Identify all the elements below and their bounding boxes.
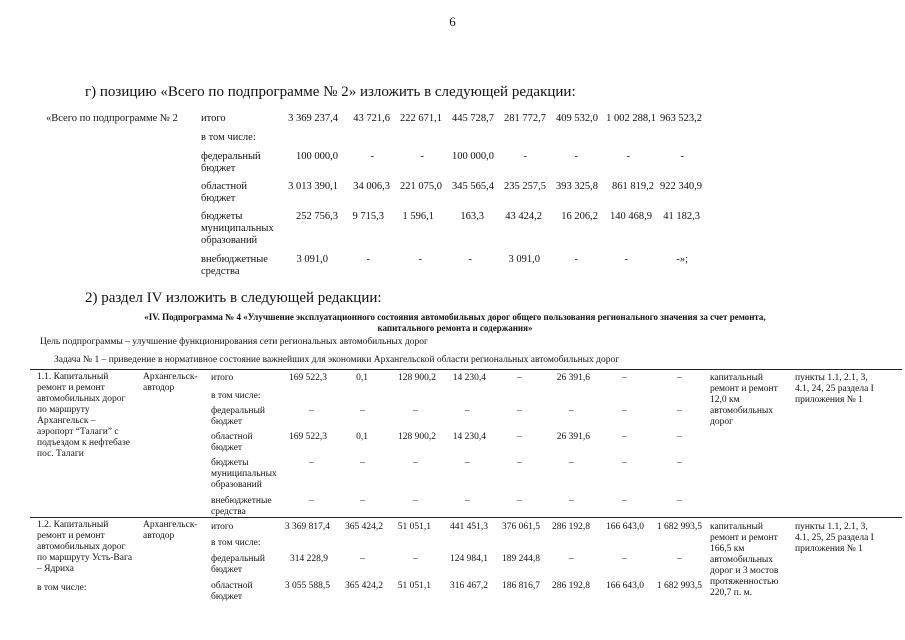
cell: – bbox=[309, 406, 314, 416]
cell: – bbox=[517, 496, 522, 506]
cell: – bbox=[622, 458, 627, 468]
cell: - bbox=[366, 254, 370, 265]
goal-text: Цель подпрограммы – улучшение функционирования сети региональных автомобильных дорог bbox=[40, 337, 428, 347]
cell: 128 900,2 bbox=[398, 373, 436, 383]
cell: – bbox=[569, 458, 574, 468]
cell: 1 002 288,1 bbox=[606, 113, 656, 124]
cell: – bbox=[622, 406, 627, 416]
cell: 286 192,8 bbox=[552, 522, 590, 532]
executor: Архангельск-автодор bbox=[143, 520, 198, 541]
row-name: итого bbox=[211, 522, 234, 532]
cell: 169 522,3 bbox=[289, 432, 327, 442]
cell: - bbox=[624, 254, 628, 265]
cell: 43 721,6 bbox=[353, 113, 390, 124]
row-name: внебюджетные средства bbox=[201, 254, 268, 277]
cell: 189 244,8 bbox=[502, 554, 540, 564]
row-name: итого bbox=[201, 113, 226, 124]
cell: 14 230,4 bbox=[452, 432, 486, 442]
row-name: федеральный бюджет bbox=[211, 554, 265, 575]
cell: 26 391,6 bbox=[556, 373, 590, 383]
cell: 235 257,5 bbox=[504, 181, 546, 192]
cell: – bbox=[465, 496, 470, 506]
cell: 100 000,0 bbox=[296, 151, 338, 162]
cell: – bbox=[517, 458, 522, 468]
cell: 252 756,3 bbox=[296, 211, 338, 222]
cell: 3 055 588,5 bbox=[284, 581, 330, 591]
cell: – bbox=[309, 458, 314, 468]
measure-extra: в том числе: bbox=[37, 583, 87, 593]
cell: – bbox=[465, 458, 470, 468]
cell: -»; bbox=[676, 254, 688, 265]
row-name: областной бюджет bbox=[211, 581, 253, 602]
cell: 281 772,7 bbox=[504, 113, 546, 124]
table1-label: «Всего по подпрограмме № 2 bbox=[46, 113, 178, 124]
cell: 0,1 bbox=[356, 432, 368, 442]
row-name: итого bbox=[211, 373, 234, 383]
table-top-rule bbox=[30, 369, 902, 370]
cell: 41 182,3 bbox=[663, 211, 700, 222]
cell: – bbox=[413, 406, 418, 416]
row-name: внебюджетные средства bbox=[211, 496, 272, 517]
cell: - bbox=[574, 254, 578, 265]
row-name: федеральный бюджет bbox=[201, 151, 261, 174]
cell: - bbox=[626, 151, 630, 162]
cell: 51 051,1 bbox=[397, 581, 431, 591]
cell: 34 006,3 bbox=[353, 181, 390, 192]
measure-name: 1.2. Капитальный ремонт и ремонт автомобильных дорог по маршруту Усть-Вага – Ядриха bbox=[37, 520, 133, 574]
cell: 365 424,2 bbox=[345, 522, 383, 532]
cell: 3 369 817,4 bbox=[284, 522, 330, 532]
cell: 26 391,6 bbox=[556, 432, 590, 442]
cell: – bbox=[517, 432, 522, 442]
cell: – bbox=[569, 554, 574, 564]
cell: 9 715,3 bbox=[352, 211, 384, 222]
points-text: пункты 1.1, 2.1, 3, 4.1, 24, 25 раздела I приложения № 1 bbox=[795, 373, 874, 405]
cell: 393 325,8 bbox=[556, 181, 598, 192]
cell: – bbox=[677, 496, 682, 506]
row-name: областной бюджет bbox=[201, 181, 247, 204]
row-separator bbox=[30, 517, 902, 518]
cell: 286 192,8 bbox=[552, 581, 590, 591]
cell: 128 900,2 bbox=[398, 432, 436, 442]
row-name: федеральный бюджет bbox=[211, 406, 265, 427]
cell: 963 523,2 bbox=[660, 113, 702, 124]
executor: Архангельск-автодор bbox=[143, 372, 198, 393]
cell: 43 424,2 bbox=[505, 211, 542, 222]
cell: 169 522,3 bbox=[289, 373, 327, 383]
cell: 3 091,0 bbox=[508, 254, 540, 265]
cell: 3 013 390,1 bbox=[288, 181, 338, 192]
cell: - bbox=[418, 254, 422, 265]
cell: 221 075,0 bbox=[400, 181, 442, 192]
heading-g: г) позицию «Всего по подпрограмме № 2» изложить в следующей редакции: bbox=[85, 84, 576, 100]
cell: – bbox=[622, 496, 627, 506]
section-title: «IV. Подпрограмма № 4 «Улучшение эксплуатационного состояния автомобильных дорог общего пользования регионального значения за счет ремонта, капитального ремонта и содержания» bbox=[144, 312, 766, 333]
cell: - bbox=[370, 151, 374, 162]
task-text: Задача № 1 – приведение в нормативное состояние важнейших для экономики Архангельской области региональных автомобильных дорог bbox=[54, 355, 620, 365]
row-name: бюджеты муниципальных образований bbox=[211, 458, 277, 490]
result-text: капитальный ремонт и ремонт 166,5 км автомобильных дорог и 3 мостов протяженностью 220,7 п. м. bbox=[710, 522, 779, 598]
cell: – bbox=[677, 554, 682, 564]
cell: – bbox=[413, 458, 418, 468]
cell: 365 424,2 bbox=[345, 581, 383, 591]
heading-2: 2) раздел IV изложить в следующей редакции: bbox=[85, 290, 382, 306]
points-text: пункты 1.1, 2.1, 3, 4.1, 25, 25 раздела I приложения № 1 bbox=[795, 522, 874, 554]
cell: 3 369 237,4 bbox=[288, 113, 338, 124]
cell: - bbox=[420, 151, 424, 162]
cell: 124 984,1 bbox=[450, 554, 488, 564]
cell: – bbox=[677, 432, 682, 442]
cell: 376 061,5 bbox=[502, 522, 540, 532]
cell: 1 682 993,5 bbox=[656, 581, 702, 591]
cell: – bbox=[517, 406, 522, 416]
cell: - bbox=[468, 254, 472, 265]
cell: 345 565,4 bbox=[452, 181, 494, 192]
cell: – bbox=[360, 406, 365, 416]
cell: – bbox=[677, 373, 682, 383]
cell: 14 230,4 bbox=[452, 373, 486, 383]
cell: – bbox=[677, 458, 682, 468]
cell: – bbox=[622, 432, 627, 442]
cell: 1 596,1 bbox=[402, 211, 434, 222]
cell: 222 671,1 bbox=[400, 113, 442, 124]
cell: - bbox=[523, 151, 527, 162]
cell: 51 051,1 bbox=[397, 522, 431, 532]
cell: – bbox=[517, 373, 522, 383]
cell: 100 000,0 bbox=[452, 151, 494, 162]
cell: – bbox=[413, 496, 418, 506]
cell: – bbox=[360, 554, 365, 564]
cell: 316 467,2 bbox=[450, 581, 488, 591]
cell: – bbox=[309, 496, 314, 506]
cell: 922 340,9 bbox=[660, 181, 702, 192]
cell: 1 682 993,5 bbox=[656, 522, 702, 532]
cell: – bbox=[360, 458, 365, 468]
cell: 409 532,0 bbox=[556, 113, 598, 124]
cell: - bbox=[574, 151, 578, 162]
cell: 861 819,2 bbox=[612, 181, 654, 192]
cell: – bbox=[622, 373, 627, 383]
cell: 441 451,3 bbox=[450, 522, 488, 532]
row-name: областной бюджет bbox=[211, 432, 253, 453]
row-name: в том числе: bbox=[201, 132, 256, 143]
cell: 163,3 bbox=[460, 211, 484, 222]
cell: 186 816,7 bbox=[502, 581, 540, 591]
cell: 166 643,0 bbox=[606, 581, 644, 591]
page-number: 6 bbox=[449, 14, 456, 29]
cell: 0,1 bbox=[356, 373, 368, 383]
cell: – bbox=[413, 554, 418, 564]
cell: 140 468,9 bbox=[610, 211, 652, 222]
cell: 16 206,2 bbox=[561, 211, 598, 222]
cell: – bbox=[360, 496, 365, 506]
cell: 3 091,0 bbox=[296, 254, 328, 265]
row-name: бюджеты муниципальных образований bbox=[201, 211, 274, 246]
cell: - bbox=[680, 151, 684, 162]
cell: – bbox=[569, 496, 574, 506]
cell: – bbox=[569, 406, 574, 416]
row-name: в том числе: bbox=[211, 538, 261, 548]
cell: – bbox=[465, 406, 470, 416]
cell: 314 228,9 bbox=[290, 554, 328, 564]
cell: – bbox=[677, 406, 682, 416]
measure-name: 1.1. Капитальный ремонт и ремонт автомобильных дорог по маршруту Архангельск – аэропорт “Талаги” с подъездом к нефтебазе пос. Талаги bbox=[37, 372, 130, 459]
cell: – bbox=[622, 554, 627, 564]
cell: 166 643,0 bbox=[606, 522, 644, 532]
result-text: капитальный ремонт и ремонт 12,0 км автомобильных дорог bbox=[710, 373, 778, 427]
cell: 445 728,7 bbox=[452, 113, 494, 124]
row-name: в том числе: bbox=[211, 391, 261, 401]
